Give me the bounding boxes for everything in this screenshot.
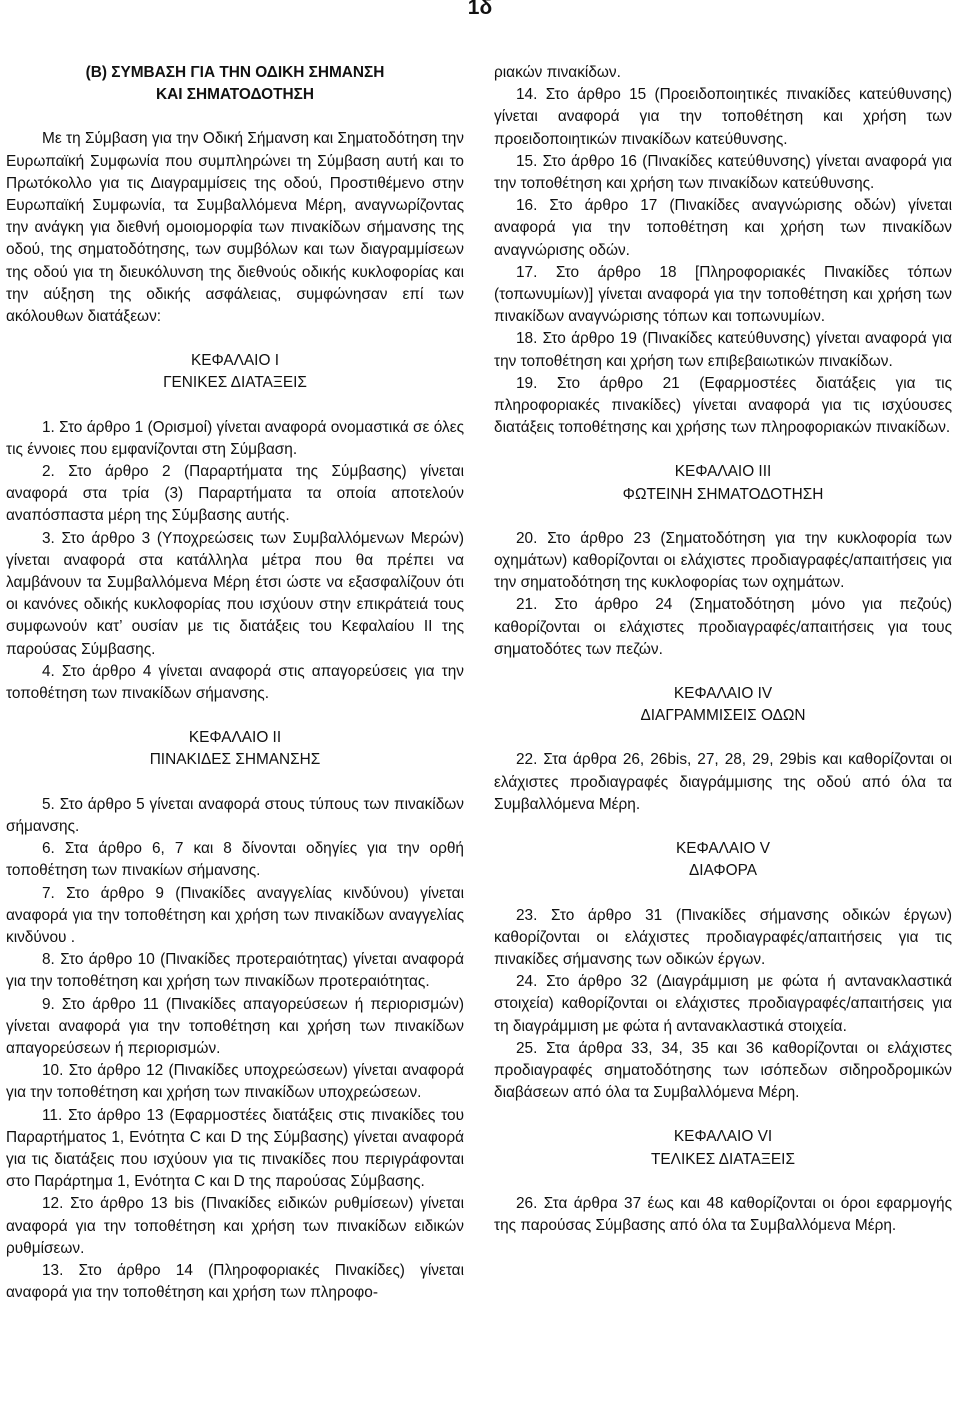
paragraph-19: 19. Στο άρθρο 21 (Εφαρμοστέες διατάξεις για τις πληροφοριακές πινακίδες) γίνεται αναφορά για τις ισχύουσες διατάξεις τοποθέτησης και χρήσης των πληροφοριακών πινακίδων. (494, 374, 952, 437)
paragraph-6: 6. Στα άρθρο 6, 7 και 8 δίνονται οδηγίες για την ορθή τοποθέτηση των πινακίων σήμανσης. (6, 840, 464, 880)
paragraph-15: 15. Στο άρθρο 16 (Πινακίδες κατεύθυνσης) γίνεται αναφορά για την τοποθέτηση και χρήση των πινακίδων κατεύθυνσης. (494, 152, 952, 193)
paragraph-12: 12. Στο άρθρο 13 bis (Πινακίδες ειδικών ρυθμίσεων) γίνεται αναφορά για την τοποθέτηση και χρήση των πινακίδων ειδικών ρυθμίσεων. (6, 1195, 464, 1257)
chapter-3-heading (494, 461, 952, 505)
chapter-4-subtitle: ΔΙΑΓΡΑΜΜΙΣΕΙΣ ΟΔΩΝ (640, 707, 806, 725)
paragraph-10: 10. Στο άρθρο 12 (Πινακίδες υποχρεώσεων) γίνεται αναφορά για την τοποθέτηση και χρήση των πινακίδων υποχρεώσεων. (6, 1062, 464, 1102)
chapter-6-title: ΚΕΦΑΛΑΙΟ VI (673, 1128, 773, 1146)
chapter-4-heading (494, 683, 952, 727)
paragraph-23: 23. Στο άρθρο 31 (Πινακίδες σήμανσης οδικών έργων) καθορίζονται οι ελάχιστες προδιαγραφές/απαιτήσεις για τις πινακίδες σήμανσης των οδικών έργων. (494, 906, 952, 968)
chapter-5-subtitle: ΔΙΑΦΟΡΑ (688, 862, 758, 880)
paragraph-25: 25. Στα άρθρα 33, 34, 35 και 36 καθορίζονται οι ελάχιστες προδιαγραφές σηματοδότησης των ισόπεδων σιδηροδρομικών διαβάσεων από όλα τα Συμβαλλόμενα Μέρη. (494, 1039, 952, 1102)
chapter-4-title: ΚΕΦΑΛΑΙΟ IV (673, 685, 773, 703)
document-title (6, 62, 464, 106)
chapter-5-heading (494, 838, 952, 882)
paragraph-18: 18. Στο άρθρο 19 (Πινακίδες κατεύθυνσης) γίνεται αναφορά για την τοποθέτηση και χρήση των επιβεβαιωτικών πινακίδων. (494, 330, 952, 370)
paragraph-22: 22. Στα άρθρα 26, 26bis, 27, 28, 29, 29bis και καθορίζονται οι ελάχιστες προδιαγραφές διαγράμμισης της οδού από όλα τα Συμβαλλόμενα Μέρη. (494, 751, 952, 813)
chapter-5-title: ΚΕΦΑΛΑΙΟ V (676, 840, 770, 858)
chapter-2-title: ΚΕΦΑΛΑΙΟ ΙΙ (188, 729, 282, 747)
paragraph-26: 26. Στα άρθρα 37 έως και 48 καθορίζονται οι όροι εφαρμογής της παρούσας Σύμβασης από όλα τα Συμβαλλόμενα Μέρη. (494, 1194, 952, 1234)
chapter-3-title: ΚΕΦΑΛΑΙΟ ΙΙΙ (674, 463, 772, 481)
chapter-2-subtitle: ΠΙΝΑΚΙΔΕΣ ΣΗΜΑΝΣΗΣ (149, 751, 321, 769)
paragraph-24: 24. Στο άρθρο 32 (Διαγράμμιση με φώτα ή αντανακλαστικά στοιχεία) καθορίζονται οι ελάχιστες προδιαγραφές/απαιτήσεις για τη διαγράμμιση με φώτα ή αντανακλαστικά στοιχεία. (494, 973, 952, 1035)
paragraph-3: 3. Στο άρθρο 3 (Υποχρεώσεις των Συμβαλλόμενων Μερών) γίνεται αναφορά στα κατάλληλα μέτρα που θα πρέπει να λαμβάνουν τα Συμβαλλόμενα Μέρη έτσι ώστε να εξασφαλίζουν ότι οι κανόνες οδικής κυκλοφορίας που ισχύουν στην επικράτειά τους συμφωνούν κατ’ ουσίαν με τις διατάξεις του Κεφαλαίου ΙΙ της παρούσας Σύμβασης. (6, 529, 464, 658)
paragraph-13-continued: ριακών πινακίδων. (494, 64, 621, 81)
document-title-line-2: ΚΑΙ ΣΗΜΑΤΟΔΟΤΗΣΗ (156, 86, 314, 104)
chapter-6-heading (494, 1126, 952, 1170)
chapter-1-subtitle: ΓΕΝΙΚΕΣ ΔΙΑΤΑΞΕΙΣ (163, 374, 307, 392)
right-column (494, 62, 952, 1237)
paragraph-21: 21. Στο άρθρο 24 (Σηματοδότηση μόνο για πεζούς) καθορίζονται οι ελάχιστες προδιαγραφές/απαιτήσεις για τους σηματοδότες των πεζών. (494, 596, 952, 658)
chapter-3-subtitle: ΦΩΤΕΙΝΗ ΣΗΜΑΤΟΔΟΤΗΣΗ (622, 485, 824, 503)
paragraph-2: 2. Στο άρθρο 2 (Παραρτήματα της Σύμβασης) γίνεται αναφορά στα τρία (3) Παραρτήματα τα οποία αποτελούν αναπόσπαστα μέρη της Σύμβασης αυτής. (6, 463, 464, 525)
paragraph-11: 11. Στο άρθρο 13 (Εφαρμοστέες διατάξεις στις πινακίδες του Παραρτήματος 1, Ενότητα C και D της Σύμβασης) γίνεται αναφορά για τις διατάξεις που ισχύουν για τις πινακίδες που περιγράφονται στο Παράρτημα 1, Ενότητα C και D της παρούσας Σύμβασης. (6, 1106, 464, 1191)
paragraph-13: 13. Στο άρθρο 14 (Πληροφοριακές Πινακίδες) γίνεται αναφορά για την τοποθέτηση και χρήση των πληροφο- (6, 1261, 464, 1302)
paragraph-4: 4. Στο άρθρο 4 γίνεται αναφορά στις απαγορεύσεις για την τοποθέτηση των πινακίδων σήμανσης. (6, 662, 464, 703)
intro-paragraph: Με τη Σύμβαση για την Οδική Σήμανση και Σηματοδότηση την Ευρωπαϊκή Συμφωνία που συμπληρώνει τη Σύμβαση αυτή και το Πρωτόκολλο για τις Διαγραμμίσεις της οδού, Προστιθέμενο στην Ευρωπαϊκή Συμφωνία, τα Συμβαλλόμενα Μέρη, αναγνωρίζοντας την ανάγκη για διεθνή ομοιομορφία των πινακίδων σήμανσης της οδού, της σηματοδότησης, των συμβόλων και των διαγραμμίσεων της οδού για τη διευκόλυνση της διεθνούς οδικής κυκλοφορίας και την αύξηση της οδικής ασφάλειας, συμφώνησαν επί των ακόλουθων διατάξεων: (6, 130, 464, 326)
chapter-2-heading (6, 727, 464, 771)
paragraph-20: 20. Στο άρθρο 23 (Σηματοδότηση για την κυκλοφορία των οχημάτων) καθορίζονται οι ελάχιστες προδιαγραφές/απαιτήσεις για την σηματοδότηση της κυκλοφορίας των οχημάτων. (494, 529, 952, 592)
paragraph-1: 1. Στο άρθρο 1 (Ορισμοί) γίνεται αναφορά ονομαστικά σε όλες τις έννοιες που εμφανίζονται στη Σύμβαση. (6, 418, 464, 458)
paragraph-14: 14. Στο άρθρο 15 (Προειδοποιητικές πινακίδες κατεύθυνσης) γίνεται αναφορά για την τοποθέτηση και χρήση των προειδοποιητικών πινακίδων κατεύθυνσης. (494, 86, 952, 148)
paragraph-16: 16. Στο άρθρο 17 (Πινακίδες αναγνώρισης οδών) γίνεται αναφορά για την τοποθέτηση και χρήση των πινακίδων αναγνώρισης οδών. (494, 197, 952, 259)
chapter-1-title: ΚΕΦΑΛΑΙΟ Ι (191, 352, 279, 370)
document-title-line-1: (Β) ΣΥΜΒΑΣΗ ΓΙΑ ΤΗΝ ΟΔΙΚΗ ΣΗΜΑΝΣΗ (85, 64, 385, 81)
paragraph-9: 9. Στο άρθρο 11 (Πινακίδες απαγορεύσεων ή περιορισμών) γίνεται αναφορά για την τοποθέτηση και χρήση των πινακίδων απαγορεύσεων ή περιορισμών. (6, 995, 464, 1057)
chapter-1-heading (6, 350, 464, 394)
page-number: 1δ (467, 0, 493, 19)
paragraph-8: 8. Στο άρθρο 10 (Πινακίδες προτεραιότητας) γίνεται αναφορά για την τοποθέτηση και χρήση των πινακίδων προτεραιότητας. (6, 951, 464, 991)
left-column (6, 62, 464, 1304)
paragraph-5: 5. Στο άρθρο 5 γίνεται αναφορά στους τύπους των πινακίδων σήμανσης. (6, 795, 464, 835)
paragraph-17: 17. Στο άρθρο 18 [Πληροφοριακές Πινακίδες τόπων (τοπωνυμίων)] γίνεται αναφορά για την τοποθέτηση και χρήση των πινακίδων αναγνώρισης τόπων και τοπωνυμίων. (494, 263, 952, 326)
paragraph-7: 7. Στο άρθρο 9 (Πινακίδες αναγγελίας κινδύνου) γίνεται αναφορά για την τοποθέτηση και χρήση των πινακίδων αναγγελίας κινδύνου . (6, 884, 464, 946)
chapter-6-subtitle: ΤΕΛΙΚΕΣ ΔΙΑΤΑΞΕΙΣ (651, 1150, 795, 1168)
